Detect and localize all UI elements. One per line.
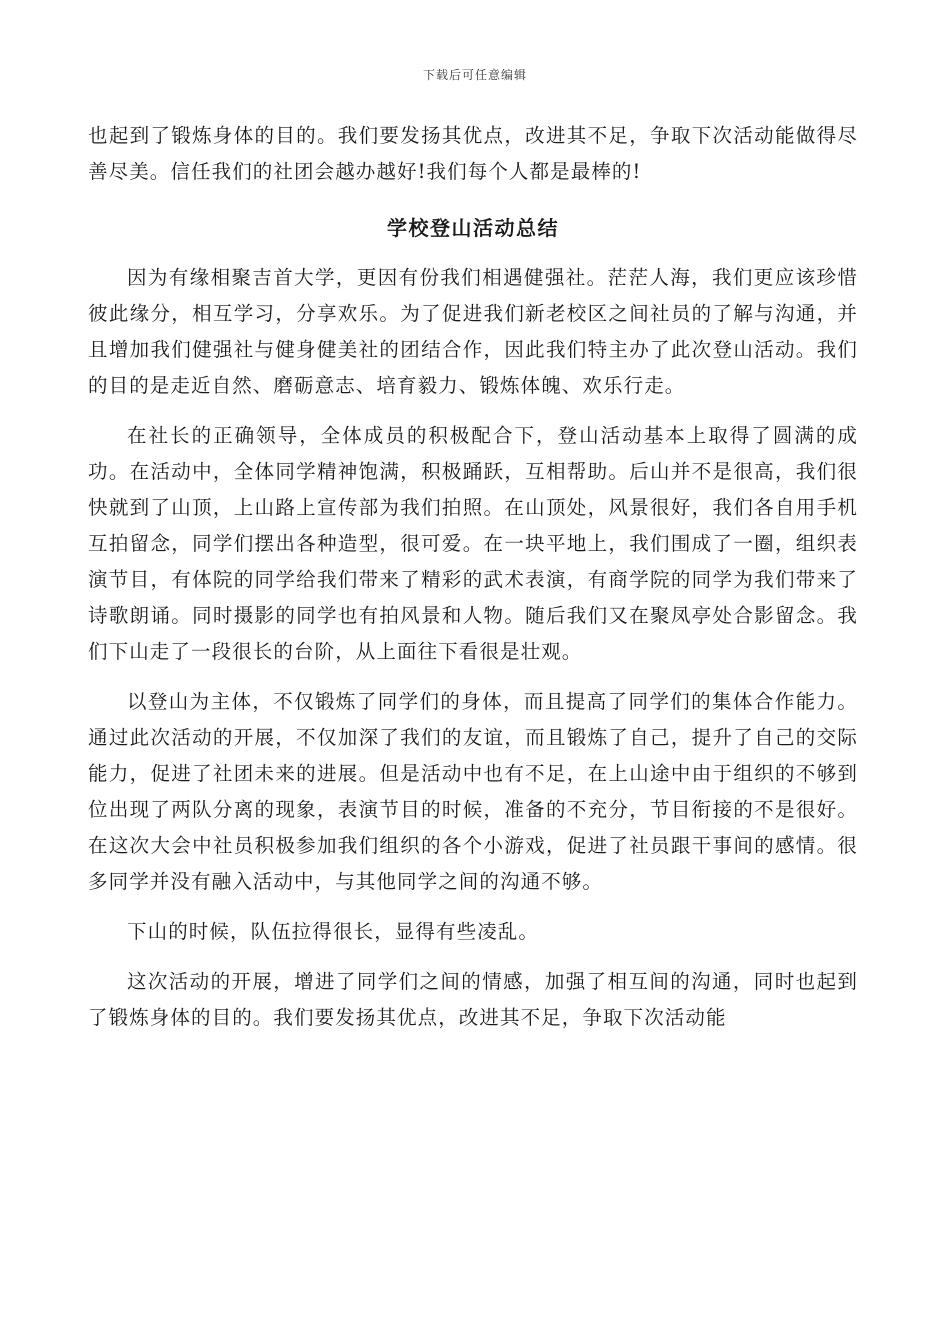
continuation-paragraph: 也起到了锻炼身体的目的。我们要发扬其优点，改进其不足，争取下次活动能做得尽善尽美。信任我们的社团会越办越好!我们每个人都是最棒的! <box>88 124 858 183</box>
body-paragraph: 下山的时候，队伍拉得很长，显得有些凌乱。 <box>127 920 540 943</box>
document-title: 学校登山活动总结 <box>387 216 559 240</box>
body-paragraph: 以登山为主体，不仅锻炼了同学们的身体，而且提高了同学们的集体合作能力。通过此次活动的开展，不仅加深了我们的友谊，而且锻炼了自己，提升了自己的交际能力，促进了社团未来的进展。但是活动中也有不足，在上山途中由于组织的不够到位出现了两队分离的现象，表演节目的时候，准备的不充分，节目衔接的不是很好。在这次大会中社员积极参加我们组织的各个小游戏，促进了社员跟干事间的感情。很多同学并没有融入活动中，与其他同学之间的沟通不够。 <box>88 690 858 893</box>
body-paragraph: 这次活动的开展，增进了同学们之间的情感，加强了相互间的沟通，同时也起到了锻炼身体的目的。我们要发扬其优点，改进其不足，争取下次活动能 <box>88 970 858 1029</box>
body-paragraph: 在社长的正确领导，全体成员的积极配合下，登山活动基本上取得了圆满的成功。在活动中，全体同学精神饱满，积极踊跃，互相帮助。后山并不是很高，我们很快就到了山顶，上山路上宣传部为我们拍照。在山顶处，风景很好，我们各自用手机互拍留念，同学们摆出各种造型，很可爱。在一块平地上，我们围成了一圈，组织表演节目，有体院的同学给我们带来了精彩的武术表演，有商学院的同学为我们带来了诗歌朗诵。同时摄影的同学也有拍风景和人物。随后我们又在聚凤亭处合影留念。我们下山走了一段很长的台阶，从上面往下看很是壮观。 <box>88 424 858 663</box>
document-body <box>88 118 858 1036</box>
body-paragraph: 因为有缘相聚吉首大学，更因有份我们相遇健强社。茫茫人海，我们更应该珍惜彼此缘分，相互学习，分享欢乐。为了促进我们新老校区之间社员的了解与沟通，并且增加我们健强社与健身健美社的团结合作，因此我们特主办了此次登山活动。我们的目的是走近自然、磨砺意志、培育毅力、锻炼体魄、欢乐行走。 <box>88 266 858 397</box>
page-header: 下载后可任意编辑 <box>422 68 527 82</box>
